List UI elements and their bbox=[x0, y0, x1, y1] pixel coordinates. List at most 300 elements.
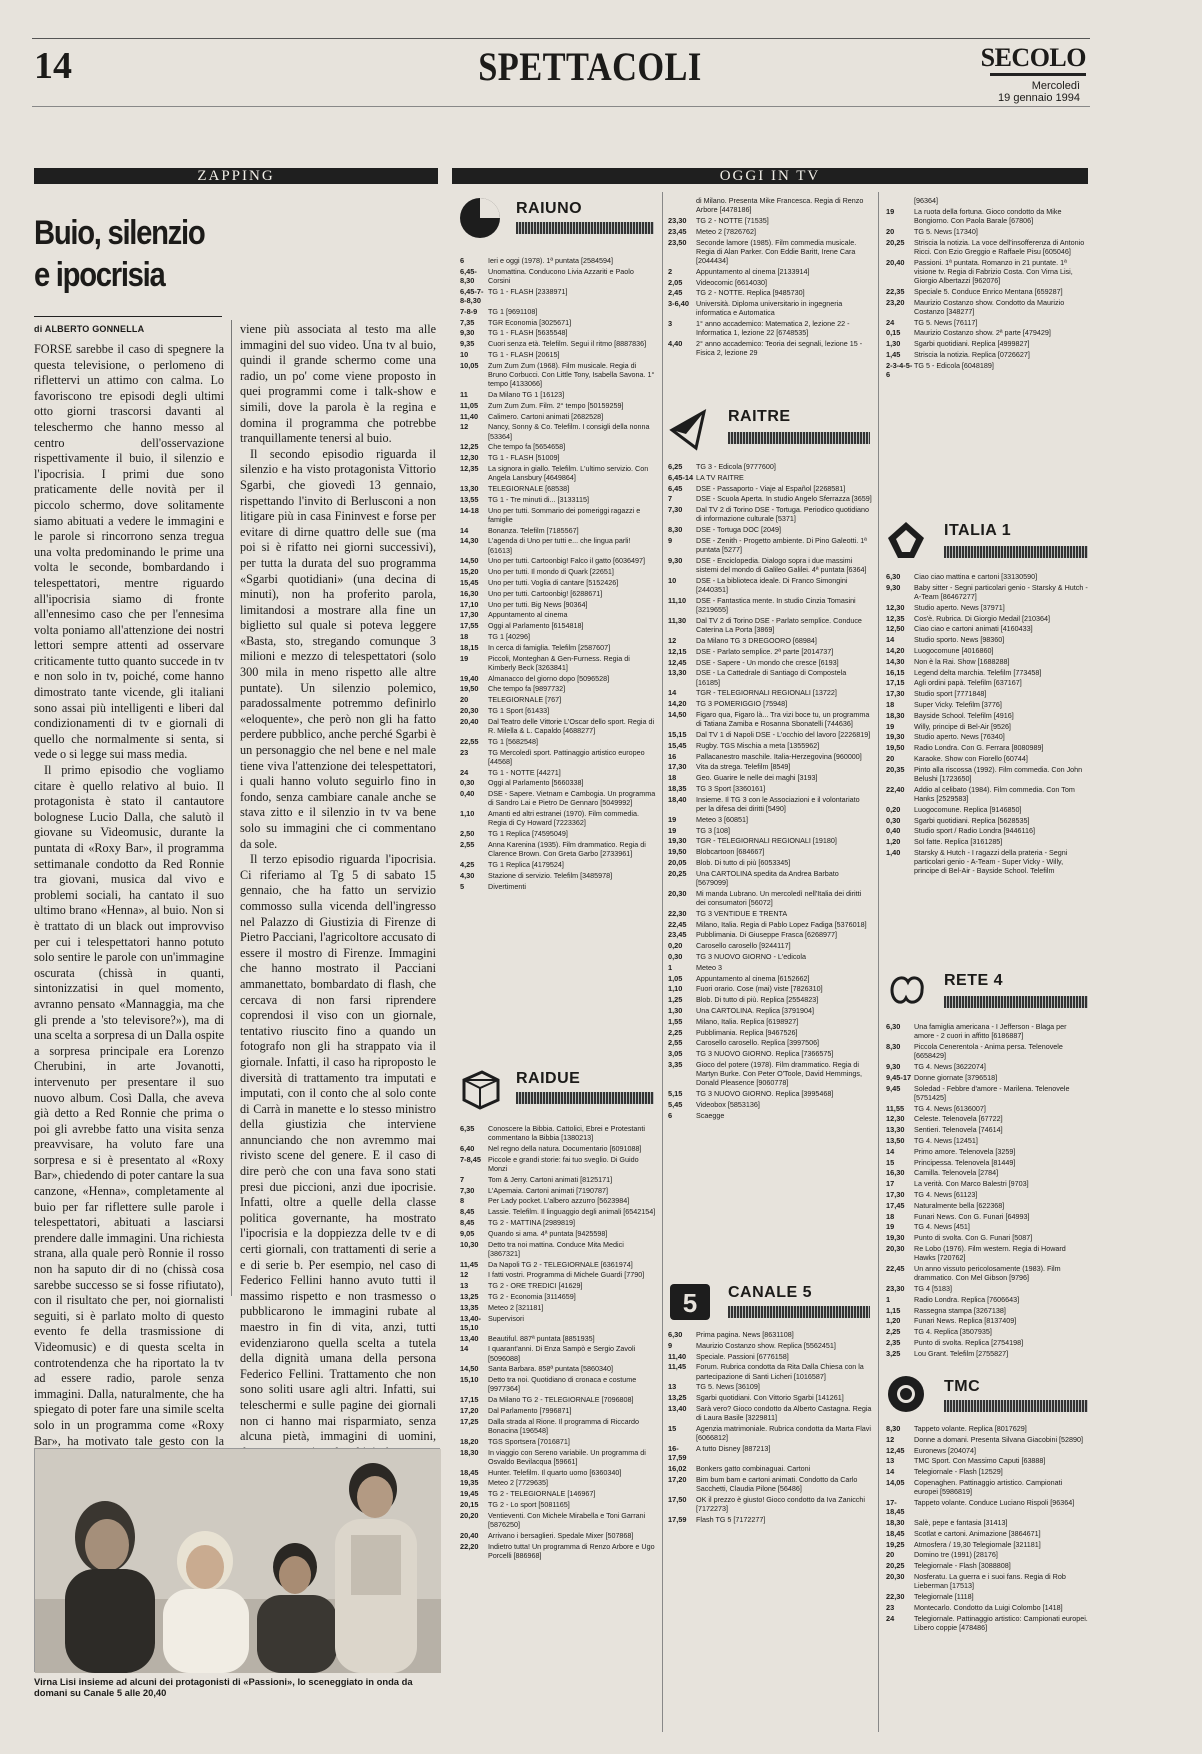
oggi-in-tv-band: OGGI IN TV bbox=[452, 168, 1088, 184]
program-time: 1,20 bbox=[886, 1316, 901, 1326]
program-time: 1,55 bbox=[668, 1016, 683, 1026]
program-time: 23,30 bbox=[886, 1283, 905, 1293]
program-row bbox=[668, 699, 872, 708]
program-row bbox=[886, 1446, 1088, 1455]
program-title: Tappeto volante. Replica [8017629] bbox=[914, 1424, 1027, 1433]
program-row bbox=[668, 596, 872, 614]
program-time: 6,30 bbox=[886, 1022, 901, 1031]
program-row bbox=[460, 654, 656, 672]
program-title: Anna Karenina (1935). Film drammatico. Regia di Clarence Brown. Con Greta Garbo [2733961] bbox=[488, 839, 646, 859]
program-time: 6,45-7-8-8,30 bbox=[460, 286, 484, 305]
program-row bbox=[886, 1073, 1088, 1082]
program-title: Supervisori bbox=[488, 1313, 524, 1323]
program-time: 8 bbox=[460, 1196, 465, 1206]
program-title: Uno per tutti. Cartoonbig! Falco il gatto [6036497] bbox=[488, 556, 646, 566]
program-title: Divertimenti bbox=[488, 881, 526, 891]
program-row bbox=[460, 1531, 656, 1540]
program-title: Appuntamento al cinema [2133914] bbox=[696, 266, 810, 276]
program-title: Meteo 2 [321181] bbox=[488, 1302, 544, 1312]
program-time: 19,25 bbox=[886, 1539, 905, 1549]
program-title: Maurizio Costanzo show. Condotto da Maurizio Costanzo [348277] bbox=[914, 297, 1065, 316]
program-time: 13,55 bbox=[460, 494, 479, 504]
program-title: Sgarbi quotidiani. Con Vittorio Sgarbi [141261] bbox=[696, 1393, 844, 1403]
program-title: Detto tra noi. Quotidiano di cronaca e costume [9977364] bbox=[488, 1375, 637, 1394]
program-title: Re Lobo (1976). Film western. Regia di Howard Hawks [720762] bbox=[914, 1243, 1066, 1263]
program-time: 16-17,59 bbox=[668, 1443, 687, 1463]
program-time: 13,25 bbox=[460, 1291, 479, 1301]
program-time: 6,45 bbox=[668, 483, 683, 493]
program-title: DSE - Sapere. Vietnam e Cambogia. Un programma di Sandro Lai e Pietro De Gennaro [5049992] bbox=[488, 789, 656, 808]
program-title: di Milano. Presenta Mike Francesca. Regia di Renzo Arbore [4478186] bbox=[696, 196, 864, 215]
program-title: Fuori orario. Cose (mai) viste [7826310] bbox=[696, 984, 823, 994]
program-title: TELEGIORNALE [68538] bbox=[488, 483, 570, 493]
program-row bbox=[460, 1240, 656, 1258]
program-row bbox=[886, 785, 1088, 803]
program-time: 0,30 bbox=[668, 951, 683, 961]
program-row bbox=[886, 1306, 1088, 1315]
program-row bbox=[668, 952, 872, 961]
program-row bbox=[886, 1498, 1088, 1516]
program-title: TG 2 - ORE TREDICI [41629] bbox=[488, 1281, 583, 1291]
program-time: 23,30 bbox=[668, 216, 687, 225]
program-time: 13 bbox=[668, 1382, 677, 1392]
program-title: La signora in giallo. Telefilm. L'ultimo servizio. Con Angela Lansbury [4649864] bbox=[488, 463, 649, 483]
program-time: 23,20 bbox=[886, 297, 905, 307]
program-time: 18 bbox=[460, 631, 469, 641]
program-title: Mi manda Lubrano. Un mercoledì nell'Italia dei diritti dei consumatori [56072] bbox=[696, 888, 862, 907]
program-time: 18,35 bbox=[668, 783, 687, 793]
program-title: TG 3 [108] bbox=[696, 825, 730, 835]
program-time: 23,50 bbox=[668, 237, 687, 247]
program-time: 17,20 bbox=[460, 1405, 479, 1415]
program-title: Sgarbi quotidiani. Replica [5628535] bbox=[914, 815, 1030, 825]
byline: di ALBERTO GONNELLA bbox=[34, 324, 145, 334]
program-title: TGS Sportsera [7016871] bbox=[488, 1436, 570, 1446]
program-title: Punto di svolta. Con G. Funari [5087] bbox=[914, 1233, 1033, 1243]
raitre-logo-icon bbox=[668, 406, 710, 450]
program-row bbox=[460, 1448, 656, 1466]
program-row bbox=[886, 1435, 1088, 1444]
program-row bbox=[886, 1456, 1088, 1465]
program-title: Nosferatu. La guerra e i suoi fans. Regia di Rob Lieberman [17513] bbox=[914, 1571, 1066, 1591]
program-time: 15,10 bbox=[460, 1375, 479, 1385]
program-time: 18 bbox=[886, 699, 895, 709]
program-time: 14 bbox=[460, 525, 469, 535]
italia1-title: ITALIA 1 bbox=[944, 522, 1012, 539]
program-time: 12,35 bbox=[460, 463, 479, 473]
program-row bbox=[460, 871, 656, 880]
program-row bbox=[886, 1467, 1088, 1476]
program-row bbox=[886, 805, 1088, 814]
program-time: 11,55 bbox=[886, 1103, 905, 1113]
program-title: TG 1 Replica [4179524] bbox=[488, 859, 564, 869]
program-time: 13 bbox=[886, 1456, 895, 1466]
raidue-logo bbox=[458, 1066, 502, 1110]
program-title: Funari News. Replica [8137409] bbox=[914, 1316, 1017, 1326]
article-column-2 bbox=[240, 322, 436, 1444]
program-time: 20,35 bbox=[886, 764, 905, 774]
article-column-1 bbox=[34, 342, 224, 1448]
program-time: 12,30 bbox=[886, 602, 905, 612]
program-title: Arrivano i bersaglieri. Spedale Mixer [507868] bbox=[488, 1530, 634, 1540]
program-row bbox=[460, 809, 656, 827]
program-row bbox=[886, 339, 1088, 348]
program-row bbox=[668, 1475, 872, 1493]
program-time: 15 bbox=[668, 1423, 677, 1433]
program-title: Principessa. Telenovela [81449] bbox=[914, 1157, 1016, 1167]
program-title: Meteo 2 [7826762] bbox=[696, 226, 756, 236]
program-row bbox=[460, 506, 656, 524]
cast-photo-image bbox=[35, 1449, 441, 1673]
page-number: 14 bbox=[34, 45, 72, 87]
program-title: Speciale. Passioni [6776158] bbox=[696, 1351, 789, 1361]
program-time: 5,45 bbox=[668, 1099, 683, 1109]
program-row bbox=[668, 616, 872, 634]
program-title: Forum. Rubrica condotta da Rita Dalla Chiesa con la partecipazione di Santi Licheri [1016587] bbox=[696, 1362, 864, 1381]
program-row bbox=[668, 1038, 872, 1047]
program-title: TG Mercoledì sport. Pattinaggio artistico europeo [44568] bbox=[488, 747, 645, 766]
program-title: TG 2 - NOTTE. Replica [9485730] bbox=[696, 288, 805, 298]
program-title: Uno per tutti. Il mondo di Quark [22651] bbox=[488, 567, 614, 577]
program-title: Agli ordini papà. Telefilm [637167] bbox=[914, 678, 1022, 688]
program-time: 9,35 bbox=[460, 339, 475, 349]
program-time: 22,45 bbox=[886, 1263, 905, 1273]
program-time: 2,25 bbox=[886, 1327, 901, 1337]
program-row bbox=[668, 1382, 872, 1391]
program-time: 5,15 bbox=[668, 1089, 683, 1099]
program-time: 12 bbox=[460, 1270, 469, 1280]
program-row bbox=[886, 1233, 1088, 1242]
program-time: 7,30 bbox=[460, 1185, 475, 1195]
program-row bbox=[460, 339, 656, 348]
program-time: 6,25 bbox=[668, 462, 683, 471]
program-row bbox=[886, 1201, 1088, 1210]
program-title: Carosello carosello [9244117] bbox=[696, 941, 791, 951]
article-paragraph: FORSE sarebbe il caso di spegnere la questa televisione, o perlomeno di riflettervi un attimo con calma. Lo favoriscono tre episodi degli ultimi otto giorni trascorsi davanti al teleschermo che hanno messo al centro dell'osservazione rispettivamente il buio, il silenzio e l'ipocrisia. I primi due sono praticamente delle novità per il piccolo schermo, dove solitamente siamo abituati a vedere le immagini e le parole si rincorrono senza tregua una volta predominando le prime una volta le seconde, bombardando i telespettatori, mentre riguardo all'ipocrisia siamo di fronte all'ennesimo caso che per l'ennesima volta poniamo all'attenzione dei nostri lettori sempre attenti ad osservare criticamente tutto quanto succede in tv e non solo in tv, poiché, come hanno dimostrato tante vicende, gli italiani sono assai più intelligenti e liberi dal condizionamenti di tv e giornali di quello che normalmente si senta, si vede o si legge sui mass media. bbox=[34, 342, 224, 762]
program-row bbox=[886, 765, 1088, 783]
program-row bbox=[668, 494, 872, 503]
raitre-schedule-continued bbox=[668, 196, 872, 406]
program-time: 18,30 bbox=[886, 1517, 905, 1527]
program-row bbox=[886, 816, 1088, 825]
program-title: Passioni. 1ª puntata. Romanzo in 21 puntate. 1ª visione tv. Regia di Fabrizio Costa. Con Virna Lisi, Giorgio Albertazzi [962076] bbox=[914, 257, 1073, 285]
program-title: Beautiful. 887ª puntata [8851935] bbox=[488, 1333, 595, 1343]
program-row bbox=[668, 1100, 872, 1109]
program-row bbox=[886, 603, 1088, 612]
program-title: Speciale 5. Conduce Enrico Mentana [659287] bbox=[914, 286, 1063, 296]
program-row bbox=[460, 453, 656, 462]
program-time: 17,15 bbox=[886, 678, 905, 688]
program-time: 20,25 bbox=[886, 1561, 905, 1571]
program-time: 20 bbox=[886, 753, 895, 763]
article-paragraph: Il primo episodio che vogliamo citare è quello relativo al buio. Il protagonista è stato il cantautore bolognese Lucio Dalla, che salutò il giovane su Videomusic, durante la puntata di «Roxy Bar», il programma settimanale condotto da Red Ronnie tra giovani, musica dal vivo e problemi sociali, ha cantato il suo ultimo brano «Henna», al buio. Non si è trattato di un black out improvviso per cui i telespettatori hanno potuto solo sentire le parole con un'immagine oscurata (chissà in quanti, sintonizzatisi in quel momento, avranno pensato «Mannaggia, ma che gli prende a 'sto televisore?»), ma di una scelta a sorpresa di un Dalla ospite a sorpresa principale era Lorenzo Cherubini, in arte Jovanotti, intervenuto per presentare il suo nuovo album. Così Dalla, che aveva già detto a Red Ronnie che prima o poi gli avrebbe fatto una visita senza preavvisare, ha voluto fare una sorpresa e si è presentato al «Roxy Bar», chiedendo di poter cantare la sua canzone, «Henna», completamente al buio per far riflettere sulle parole i telespettatori, abituati a lasciarsi prendere dalle immagini. Una richiesta strana, alla quale però Ronnie il rosso non ha saputo dir di no (chissà cosa sarebbe successo se si fosse rifiutato), con il risultato che per, noi giornalisti seguiti, si è parlato molto di questo evento fe della trasmissione di Videomusic) e di questa scelta in controtendenza che ha riportato la tv ad essere radio, parole senza immagini. Dalla, naturalmente, che ha spiegato di poter fare una simile scelta solo in un programma come «Roxy Bar», ha motivato tale gesto con la bbox=[34, 763, 224, 1448]
program-row bbox=[668, 930, 872, 939]
program-row bbox=[668, 1049, 872, 1058]
program-time: 19,40 bbox=[460, 673, 479, 683]
program-row bbox=[886, 328, 1088, 337]
program-row bbox=[886, 1136, 1088, 1145]
zapping-headline bbox=[34, 212, 234, 296]
program-title: I quarant'anni. Di Enza Sampò e Sergio Zavoli [5096088] bbox=[488, 1344, 636, 1363]
program-title: TG 1 [9691108] bbox=[488, 306, 538, 316]
program-time: 17,30 bbox=[668, 762, 687, 772]
program-row bbox=[886, 1125, 1088, 1134]
program-time: 14,50 bbox=[460, 1364, 479, 1374]
program-time: 15,15 bbox=[668, 729, 687, 739]
program-title: Primo amore. Telenovela [3259] bbox=[914, 1146, 1016, 1156]
raidue-logo-icon bbox=[458, 1066, 502, 1110]
program-time: 12,45 bbox=[668, 657, 687, 667]
program-time: 20,40 bbox=[460, 1530, 479, 1540]
program-time: 6,30 bbox=[668, 1330, 683, 1339]
program-time: 12,25 bbox=[460, 442, 479, 452]
program-row bbox=[886, 350, 1088, 359]
program-title: OK il prezzo è giusto! Gioco condotto da Iva Zanicchi [7172273] bbox=[696, 1494, 865, 1513]
raidue-schedule bbox=[460, 1124, 656, 1726]
program-row bbox=[668, 909, 872, 918]
program-time: 0,20 bbox=[886, 804, 901, 814]
program-title: Maurizio Costanzo show. Replica [5562451] bbox=[696, 1340, 836, 1350]
program-title: Super Vicky. Telefilm [3776] bbox=[914, 699, 1002, 709]
program-time: 19,50 bbox=[886, 743, 905, 753]
program-row bbox=[886, 1147, 1088, 1156]
program-row bbox=[460, 1292, 656, 1301]
program-title: TG 5 - Edicola [6048189] bbox=[914, 360, 994, 370]
column-divider bbox=[231, 320, 232, 1296]
program-row bbox=[460, 1500, 656, 1509]
program-title: Pinto alla riscossa (1992). Film commedia. Con John Belushi [1723650] bbox=[914, 764, 1083, 783]
program-row bbox=[668, 984, 872, 993]
program-title: Hunter. Telefilm. Il quarto uomo [6360340] bbox=[488, 1467, 622, 1477]
program-title: Pallacanestro maschile. Italia-Herzegovina [960000] bbox=[696, 751, 862, 761]
program-time: 19,30 bbox=[886, 1233, 905, 1243]
program-row bbox=[668, 963, 872, 972]
program-row bbox=[668, 339, 872, 357]
program-row bbox=[668, 1444, 872, 1462]
program-time: 4,40 bbox=[668, 339, 683, 349]
program-row bbox=[668, 688, 872, 697]
program-time: 15,45 bbox=[460, 577, 479, 587]
program-row bbox=[668, 658, 872, 667]
program-time: 0,40 bbox=[460, 789, 475, 799]
program-row bbox=[668, 941, 872, 950]
program-time: 3,05 bbox=[668, 1049, 683, 1059]
program-time: 8,45 bbox=[460, 1217, 475, 1227]
program-time: 19 bbox=[886, 206, 895, 216]
program-row bbox=[886, 668, 1088, 677]
program-time: 13,40 bbox=[460, 1333, 479, 1343]
program-title: TG 4. News [6136007] bbox=[914, 1103, 986, 1113]
canale5-logo bbox=[668, 1282, 712, 1322]
program-row bbox=[668, 473, 872, 482]
program-title: Salè, pepe e fantasia [31413] bbox=[914, 1517, 1008, 1527]
program-title: Tappeto volante. Conduce Luciano Rispoli [96364] bbox=[914, 1497, 1075, 1507]
program-time: 2,55 bbox=[460, 839, 475, 849]
program-row bbox=[668, 227, 872, 236]
tmc-title: TMC bbox=[944, 1378, 981, 1395]
program-row bbox=[460, 1260, 656, 1269]
program-time: 18,45 bbox=[886, 1528, 905, 1538]
program-time: 15,20 bbox=[460, 567, 479, 577]
program-title: TG 1 - FLASH [20615] bbox=[488, 349, 560, 359]
program-time: 11,10 bbox=[668, 595, 687, 605]
program-title: DSE - Fantastica mente. In studio Cinzia Tomasini [3219655] bbox=[696, 595, 856, 615]
program-time: 7-8,45 bbox=[460, 1154, 481, 1164]
italia1-logo-icon bbox=[886, 520, 926, 560]
program-title: Sarà vero? Gioco condotto da Alberto Castagna. Regia di Laura Basile [3229811] bbox=[696, 1403, 872, 1423]
program-time: 12,30 bbox=[886, 1114, 905, 1124]
program-time: 11,40 bbox=[668, 1351, 687, 1361]
article-paragraph: viene più associata al testo ma alle immagini del suo video. Una tv al buio, quindi il grande schermo come una radio, un po' come viene proposto in quei programmi come i talk-show e simili, dove la parola è la regina e domina il programma che potrebbe tranquillamente tenersi al buio. bbox=[240, 322, 436, 446]
canale5-schedule bbox=[668, 1330, 872, 1730]
program-row bbox=[886, 678, 1088, 687]
program-row bbox=[460, 1334, 656, 1343]
program-time: 23,45 bbox=[668, 930, 687, 940]
program-time: 13,35 bbox=[460, 1302, 479, 1312]
program-title: Insieme. Il TG 3 con le Associazioni e il volontariato per la difesa dei diritti [5490] bbox=[696, 794, 860, 813]
program-time: 15 bbox=[886, 1157, 895, 1167]
program-row bbox=[886, 1614, 1088, 1632]
program-row bbox=[886, 287, 1088, 296]
program-title: Camilla. Telenovela [2784] bbox=[914, 1168, 999, 1178]
program-time: 14 bbox=[668, 688, 677, 698]
program-title: Rassegna stampa [3267138] bbox=[914, 1305, 1006, 1315]
program-title: Almanacco del giorno dopo [5096528] bbox=[488, 673, 610, 683]
program-title: Domino tre (1991) [28176] bbox=[914, 1550, 998, 1560]
program-title: Blob. Di tutto di più. Replica [2554823] bbox=[696, 995, 819, 1005]
program-time: 9 bbox=[668, 1340, 673, 1350]
program-title: Punto di svolta. Replica [2754198] bbox=[914, 1337, 1024, 1347]
program-title: Studio sport [7771848] bbox=[914, 689, 987, 699]
program-title: Scotlat e cartoni. Animazione [3864671] bbox=[914, 1528, 1041, 1538]
program-title: TMC Sport. Con Massimo Caputi [63888] bbox=[914, 1456, 1046, 1466]
program-title: 2° anno accademico: Teoria dei segnali, lezione 15 - Fisica 2, lezione 29 bbox=[696, 339, 863, 358]
program-title: Dal Parlamento [7996871] bbox=[488, 1405, 572, 1415]
program-time: 24 bbox=[460, 767, 469, 777]
program-title: Ciao ciao e cartoni animati [4160433] bbox=[914, 624, 1033, 634]
program-time: 14,50 bbox=[668, 709, 687, 719]
program-title: TG 3 - Edicola [9777600] bbox=[696, 462, 776, 471]
program-title: DSE - Zenith - Progetto ambiente. Di Pino Galeotti. 1ª puntata [5277] bbox=[696, 535, 867, 555]
program-row bbox=[460, 1489, 656, 1498]
program-time: 17-18,45 bbox=[886, 1497, 905, 1517]
program-time: 2,55 bbox=[668, 1038, 683, 1048]
program-title: Nel regno della natura. Documentario [6091088] bbox=[488, 1144, 642, 1153]
program-title: TG 4. News [12451] bbox=[914, 1135, 978, 1145]
program-row bbox=[460, 610, 656, 619]
program-title: Dal TV 2 di Torino DSE - Parlato semplice. Conduce Caterina La Porta [3869] bbox=[696, 615, 862, 635]
program-title: Telegiornale - Flash [12529] bbox=[914, 1467, 1003, 1477]
program-time: 19,50 bbox=[668, 847, 687, 857]
program-title: Starsky & Hutch - I ragazzi della prateria - Segni particolari genio - A-Team - Super Vicky - Willy, principe di Bel-Air - Bayside School. Telefilm bbox=[914, 847, 1068, 876]
program-title: Studio aperto. News [37971] bbox=[914, 602, 1005, 612]
program-time: 19 bbox=[886, 721, 895, 731]
program-row bbox=[886, 1518, 1088, 1527]
program-row bbox=[668, 636, 872, 645]
program-time: 0,30 bbox=[460, 778, 475, 788]
program-title: TG 1 [5682548] bbox=[488, 736, 538, 746]
program-title: Zum Zum Zum. Film. 2° tempo [50159259] bbox=[488, 400, 624, 410]
program-time: 20 bbox=[886, 226, 895, 236]
program-title: TG 4. News [3622074] bbox=[914, 1062, 986, 1071]
program-title: L'agenda di Uno per tutti e... che lingua parli! [61613] bbox=[488, 536, 631, 555]
program-row bbox=[460, 495, 656, 504]
program-time: 11,45 bbox=[460, 1259, 479, 1269]
program-title: TG 1 - Tre minuti di... [3133115] bbox=[488, 494, 589, 504]
program-title: TG 3 Sport [3360161] bbox=[696, 783, 766, 793]
program-title: Tom & Jerry. Cartoni animati [8125171] bbox=[488, 1174, 613, 1184]
program-title: I fatti vostri. Programma di Michele Guardi [7790] bbox=[488, 1270, 645, 1280]
program-title: Striscia la notizia. Replica [0726627] bbox=[914, 349, 1030, 359]
program-title: Detto tra noi mattina. Conduce Mita Medici [3867321] bbox=[488, 1239, 624, 1258]
program-title: Telegiornale - Flash [3088808] bbox=[914, 1561, 1011, 1571]
program-title: Seconde lamore (1985). Film commedia musicale. Regia di Alan Parker. Con Eddie Baritt, Irene Cara [2044434] bbox=[696, 237, 857, 265]
program-time: 23 bbox=[886, 1602, 895, 1612]
program-title: Radio Londra. Replica [7606643] bbox=[914, 1294, 1020, 1304]
program-row bbox=[886, 646, 1088, 655]
program-title: TG 3 NUOVO GIORNO - L'edicola bbox=[696, 951, 807, 961]
article-paragraph: Il secondo episodio riguarda il silenzio e ha visto protagonista Vittorio Sgarbi, che giovedì 13 gennaio, rispettando l'invito di Berlusconi a non litigare più in casa Fininvest e forse per evitare di dirne quattro delle sue (ma poi si è rifatto nei giorni successivi), per tutta la durata del suo programma «Sgarbi quotidiani» (una decina di minuti), non ha proferito parola, limitandosi a mostrare alla fine un biglietto sul quale si poteva leggere «Basta, sto, stregando comunque 3 milioni e mezzo di telespettatori (solo 300 mila in meno rispetto alle altre puntate). Un silenzio polemico, paradossalmente potremmo definirlo «eloquente», che però non gli ha fatto perdere pubblico, anche perché Sgarbi è un personaggio che nel bene e nel male tiene viva l'attenzione dei telespettatori, i quali hanno voluto seguirlo fino in fondo, senza cambiare canale anche se stava zitto e il silenzio in tv va bene solo su immagini che ci commentano da sole. bbox=[240, 446, 436, 851]
program-time: 20,30 bbox=[460, 705, 479, 715]
program-title: Nancy, Sonny & Co. Telefilm. I consigli della nonna [53364] bbox=[488, 422, 650, 441]
program-title: Agenzia matrimoniale. Rubrica condotta da Marta Flavi [6066812] bbox=[696, 1423, 871, 1443]
italia1-logo bbox=[886, 520, 926, 560]
program-row bbox=[460, 684, 656, 693]
program-row bbox=[668, 752, 872, 761]
program-title: Prima pagina. News [8631108] bbox=[696, 1330, 794, 1339]
program-time: 23 bbox=[460, 747, 469, 757]
program-row bbox=[668, 1515, 872, 1524]
program-row bbox=[668, 836, 872, 845]
program-title: Rugby. TGS Mischia a meta [1355962] bbox=[696, 740, 820, 750]
program-time: 19,45 bbox=[460, 1489, 479, 1499]
program-row bbox=[668, 525, 872, 534]
program-time: 22,45 bbox=[668, 919, 687, 929]
program-title: TG 3 NUOVO GIORNO. Replica [7366575] bbox=[696, 1049, 834, 1059]
program-row bbox=[460, 1218, 656, 1227]
italia1-schedule bbox=[886, 572, 1088, 972]
program-row bbox=[886, 1349, 1088, 1358]
program-time: 13,30 bbox=[668, 668, 687, 678]
program-title: TGR - TELEGIORNALI REGIONALI [13722] bbox=[696, 688, 837, 698]
program-title: Willy, principe di Bel-Air [9526] bbox=[914, 721, 1011, 731]
program-row bbox=[886, 1561, 1088, 1570]
program-title: Ieri e oggi (1978). 1ª puntata [2584594] bbox=[488, 256, 613, 265]
program-title: Stazione di servizio. Telefilm [3485978] bbox=[488, 870, 613, 880]
program-time: 9,45-17 bbox=[886, 1072, 912, 1082]
program-row bbox=[668, 484, 872, 493]
program-row bbox=[668, 1089, 872, 1098]
program-title: Piccoli, Monteghan & Gen-Furness. Regia di Kimberly Beck [3263841] bbox=[488, 653, 630, 672]
program-title: Sol fatte. Replica [3161285] bbox=[914, 837, 1003, 847]
program-row bbox=[460, 287, 656, 305]
program-title: Celeste. Telenovela [67722] bbox=[914, 1114, 1003, 1124]
program-title: Sgarbi quotidiani. Replica [4999827] bbox=[914, 339, 1030, 349]
program-title: DSE - La Cattedrale di Santiago di Compostela [16185] bbox=[696, 668, 847, 687]
program-title: DSE - Enciclopedia. Dialogo sopra i due massimi sistemi del mondo di Galileo Galilei. 4ª puntata [6364] bbox=[696, 555, 867, 575]
program-title: Donne giornate [3796518] bbox=[914, 1072, 998, 1082]
program-row bbox=[886, 1244, 1088, 1262]
program-row bbox=[460, 1542, 656, 1560]
program-row bbox=[886, 1327, 1088, 1336]
program-title: [96364] bbox=[914, 196, 938, 205]
program-title: Studio aperto. News [76340] bbox=[914, 732, 1005, 742]
program-row bbox=[460, 1144, 656, 1153]
program-time: 9 bbox=[668, 535, 673, 545]
program-row bbox=[668, 710, 872, 728]
program-time: 14,30 bbox=[460, 536, 479, 546]
program-title: DSE - Tortuga DOC [2049] bbox=[696, 525, 781, 535]
